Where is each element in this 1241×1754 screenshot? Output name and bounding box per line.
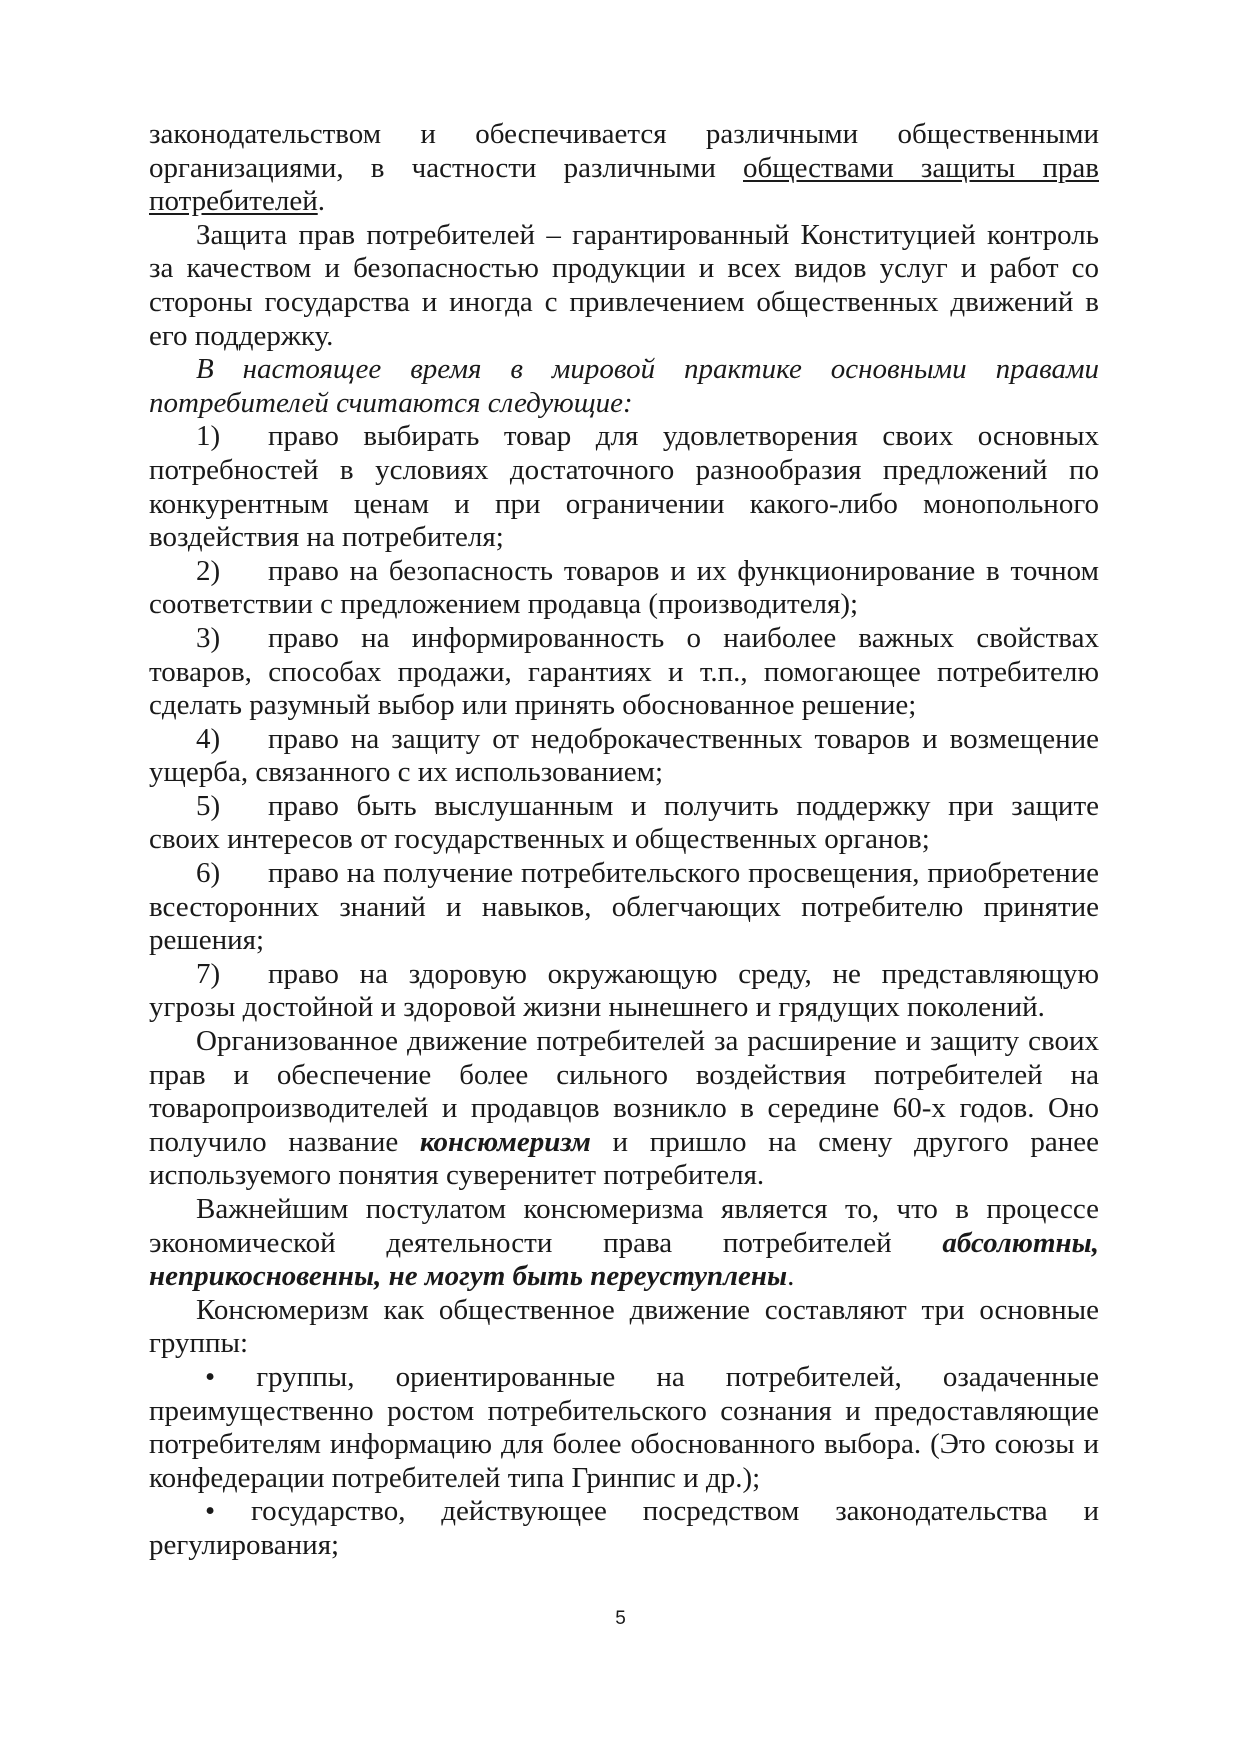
- paragraph-consumerism: [149, 1025, 1099, 1193]
- paragraph-intro: [149, 118, 1099, 219]
- group-item-2: [149, 1495, 1099, 1562]
- paragraph-definition: Защита прав потребителей – гарантированный Конституцией контроль за качеством и безопасностью продукции и всех видов услуг и работ со стороны государства и иногда с привлечением общественных движений в его поддержку.: [149, 218, 1099, 352]
- paragraph-postulate-text: Важнейшим постулатом консюмеризма является то, что в процессе экономической деятельности права потребителей: [149, 1193, 1099, 1259]
- right-text: право на безопасность товаров и их функционирование в точном соответствии с предложением продавца (производителя);: [149, 554, 1099, 621]
- right-number: 3): [196, 621, 221, 654]
- page-number: 5: [615, 1608, 626, 1629]
- right-number: 6): [196, 857, 221, 890]
- right-item-3: [149, 622, 1099, 723]
- right-text: право на информированность о наиболее важных свойствах товаров, способах продажи, гарантиях и т.п., помогающее потребителю сделать разумный выбор или принять обоснованное решение;: [149, 621, 1099, 722]
- consumer-societies-link: обществами защиты прав потребителей: [149, 151, 1099, 218]
- right-number: 1): [196, 420, 221, 453]
- paragraph-consumerism-end: и пришло на смену другого ранее используемого понятия суверенитет потребителя.: [149, 1125, 1099, 1192]
- right-number: 2): [196, 554, 221, 587]
- right-text: право на получение потребительского просвещения, приобретение всесторонних знаний и навыков, облегчающих потребителю принятие решения;: [149, 857, 1099, 957]
- term-consumerism: консюмеризм: [419, 1125, 591, 1158]
- right-number: 7): [196, 957, 221, 990]
- right-text: право на здоровую окружающую среду, не представляющую угрозы достойной и здоровой жизни нынешнего и грядущих поколений.: [149, 957, 1099, 1024]
- right-item-5: [149, 790, 1099, 857]
- paragraph-intro-end: .: [317, 185, 325, 218]
- right-number: 5): [196, 789, 221, 822]
- right-item-2: [149, 555, 1099, 622]
- right-item-7: [149, 958, 1099, 1025]
- bullet-icon: •: [205, 1360, 216, 1393]
- paragraph-postulate: [149, 1193, 1099, 1294]
- postulate-emphasis: абсолютны, неприкосновенны, не могут быть переуступлены: [149, 1226, 1099, 1293]
- paragraph-postulate-end: .: [787, 1260, 795, 1293]
- group-item-1: [149, 1361, 1099, 1495]
- group-text: группы, ориентированные на потребителей, озадаченные преимущественно ростом потребительского сознания и предоставляющие потребителям информацию для более обоснованного выбора. (Это союзы и конфедерации потребителей типа Гринпис и др.);: [149, 1360, 1099, 1494]
- right-item-6: [149, 857, 1099, 958]
- right-text: право быть выслушанным и получить поддержку при защите своих интересов от государственных и общественных органов;: [149, 789, 1099, 856]
- bullet-icon: •: [205, 1495, 216, 1528]
- paragraph-intro-text: законодательством и обеспечивается различными общественными организациями, в частности различными: [149, 118, 1099, 184]
- right-item-4: [149, 723, 1099, 790]
- right-text: право на защиту от недоброкачественных товаров и возмещение ущерба, связанного с их использованием;: [149, 722, 1099, 789]
- right-number: 4): [196, 722, 221, 755]
- right-item-1: [149, 420, 1099, 554]
- paragraph-rights-intro: В настоящее время в мировой практике основными правами потребителей считаются следующие:: [149, 353, 1099, 419]
- document-body: [149, 118, 1099, 1563]
- paragraph-consumerism-text: Организованное движение потребителей за расширение и защиту своих прав и обеспечение более сильного воздействия потребителей на товаропроизводителей и продавцов возникло в середине 60-х годов. Оно получило название: [149, 1025, 1099, 1158]
- right-text: право выбирать товар для удовлетворения своих основных потребностей в условиях достаточного разнообразия предложений по конкурентным ценам и при ограничении какого-либо монопольного воздействия на потребителя;: [149, 420, 1099, 554]
- paragraph-groups-intro: Консюмеризм как общественное движение составляют три основные группы:: [149, 1293, 1099, 1360]
- group-text: государство, действующее посредством законодательства и регулирования;: [149, 1495, 1099, 1561]
